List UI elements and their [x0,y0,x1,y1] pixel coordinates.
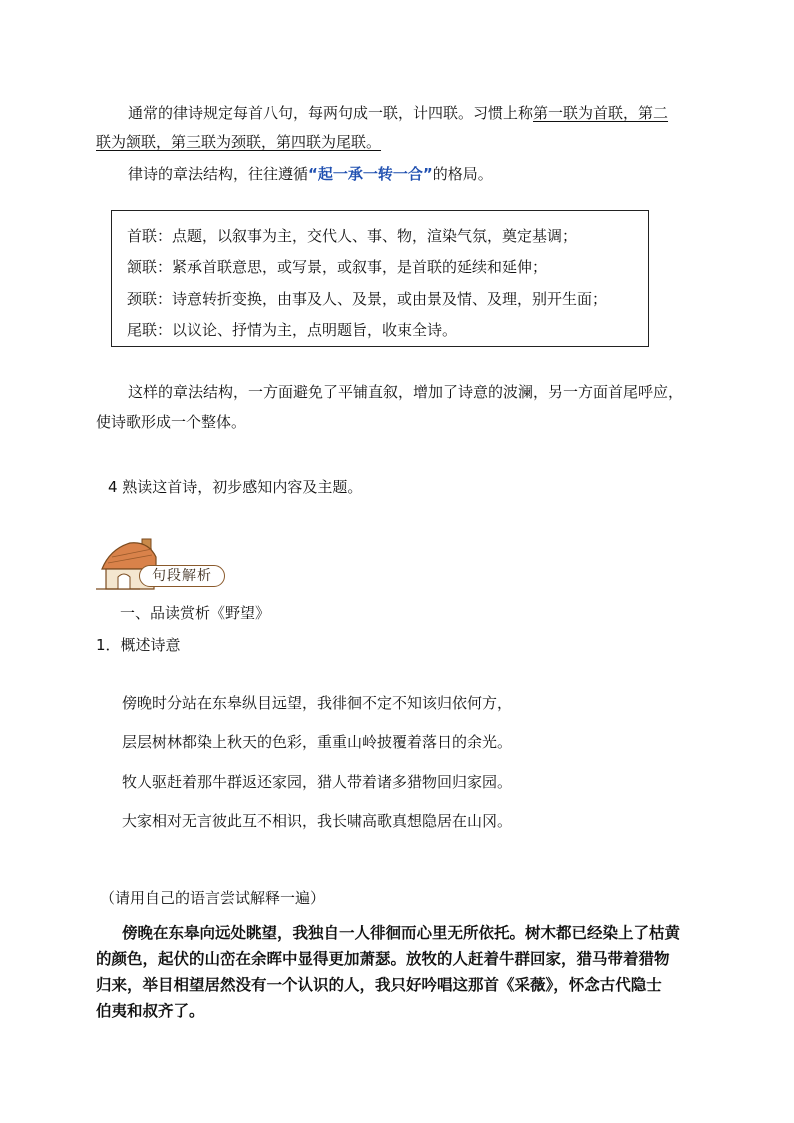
poem-line-3: 牧人驱赶着那牛群返还家园，猎人带着诸多猎物回归家园。 [122,773,513,791]
section-title: 一、品读赏析《野望》 [120,604,271,622]
item-4: 4 熟读这首诗，初步感知内容及主题。 [108,478,363,496]
paragraph-3-line-2: 使诗歌形成一个整体。 [96,413,247,431]
box-line-hanlian: 颔联：紧承首联意思，或写景，或叙事，是首联的延续和延伸； [127,258,548,276]
paragraph-2-pre: 律诗的章法结构，往往遵循 [128,165,309,183]
poem-line-2: 层层树林都染上秋天的色彩，重重山岭披覆着落日的余光。 [122,733,513,751]
paragraph-3-line-1: 这样的章法结构，一方面避免了平铺直叙，增加了诗意的波澜，另一方面首尾呼应， [128,383,684,401]
answer-line-2: 的颜色，起伏的山峦在余晖中显得更加萧瑟。放牧的人赶着牛群回家，猎马带着猎物 [96,950,670,968]
box-line-shoulian: 首联：点题，以叙事为主，交代人、事、物，渲染气氛，奠定基调； [127,227,578,245]
paragraph-1-line-2: 联为颔联，第三联为颈联，第四联为尾联。 [96,133,382,151]
paragraph-1-text: 通常的律诗规定每首八句，每两句成一联，计四联。习惯上称 [128,104,534,122]
box-line-jinglian: 颈联：诗意转折变换，由事及人、及景，或由景及情、及理，别开生面； [127,290,608,308]
poem-line-1: 傍晚时分站在东皋纵目远望，我徘徊不定不知该归依何方， [122,694,513,712]
box-line-weilian: 尾联：以议论、抒情为主，点明题旨，收束全诗。 [127,321,458,339]
answer-line-4: 伯夷和叔齐了。 [96,1002,205,1020]
poem-line-4: 大家相对无言彼此互不相识，我长啸高歌真想隐居在山冈。 [122,812,513,830]
structure-quote: “起一承一转一合” [308,165,433,183]
couplet-structure-box [111,210,649,347]
hint-text: （请用自己的语言尝试解释一遍） [100,889,326,907]
item-1-heading: 1．概述诗意 [96,636,181,654]
paragraph-1-line-1 [128,100,668,126]
answer-line-3: 归来，举目相望居然没有一个认识的人，我只好吟唱这那首《采薇》，怀念古代隐士 [96,976,662,994]
paragraph-1-underlined-text: 第一联为首联，第二 [533,104,669,122]
paragraph-2-post: 的格局。 [432,165,493,183]
answer-line-1: 傍晚在东皋向远处眺望，我独自一人徘徊而心里无所依托。树木都已经染上了枯黄 [122,924,681,942]
section-banner-label: 句段解析 [139,565,225,587]
paragraph-2 [128,161,493,187]
